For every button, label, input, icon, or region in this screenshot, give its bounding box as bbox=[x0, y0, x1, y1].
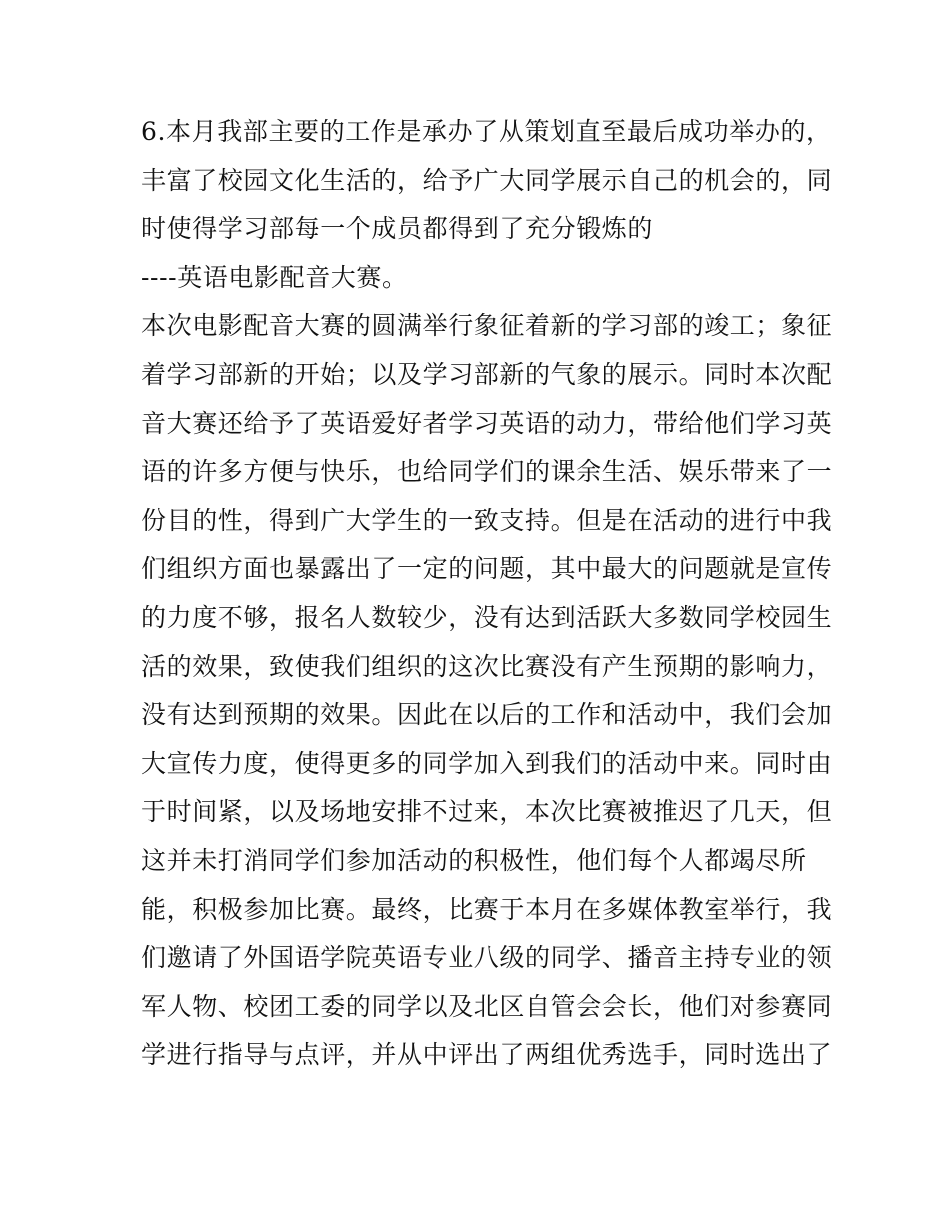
text-line: 学进行指导与点评，并从中评出了两组优秀选手，同时选出了 bbox=[141, 1040, 833, 1070]
text-line: 语的许多方便与快乐，也给同学们的课余生活、娱乐带来了一 bbox=[141, 457, 833, 487]
text-line: 没有达到预期的效果。因此在以后的工作和活动中，我们会加 bbox=[141, 700, 833, 730]
body-text bbox=[141, 108, 833, 1080]
text-line: 大宣传力度，使得更多的同学加入到我们的活动中来。同时由 bbox=[141, 748, 833, 778]
text-line: 军人物、校团工委的同学以及北区自管会会长，他们对参赛同 bbox=[141, 991, 833, 1021]
text-line: 们组织方面也暴露出了一定的问题，其中最大的问题就是宣传 bbox=[141, 554, 833, 584]
text-line: 于时间紧，以及场地安排不过来，本次比赛被推迟了几天，但 bbox=[141, 797, 833, 827]
text-line: 本次电影配音大赛的圆满举行象征着新的学习部的竣工；象征 bbox=[141, 311, 833, 341]
text-line: 丰富了校园文化生活的，给予广大同学展示自己的机会的，同 bbox=[141, 165, 833, 195]
text-line: 时使得学习部每一个成员都得到了充分锻炼的 bbox=[141, 214, 654, 244]
text-line: 6.本月我部主要的工作是承办了从策划直至最后成功举办的， bbox=[141, 117, 832, 146]
text-line: 音大赛还给予了英语爱好者学习英语的动力，带给他们学习英 bbox=[141, 408, 833, 438]
text-line: 着学习部新的开始；以及学习部新的气象的展示。同时本次配 bbox=[141, 359, 833, 389]
text-line: 们邀请了外国语学院英语专业八级的同学、播音主持专业的领 bbox=[141, 943, 833, 973]
text-line: 份目的性，得到广大学生的一致支持。但是在活动的进行中我 bbox=[141, 505, 833, 535]
text-line: 能，积极参加比赛。最终，比赛于本月在多媒体教室举行，我 bbox=[141, 894, 833, 924]
text-line: 这并未打消同学们参加活动的积极性，他们每个人都竭尽所 bbox=[141, 845, 807, 875]
text-line: 活的效果，致使我们组织的这次比赛没有产生预期的影响力， bbox=[141, 651, 833, 681]
text-line: ----英语电影配音大赛。 bbox=[141, 262, 408, 292]
text-line: 的力度不够，报名人数较少，没有达到活跃大多数同学校园生 bbox=[141, 602, 833, 632]
